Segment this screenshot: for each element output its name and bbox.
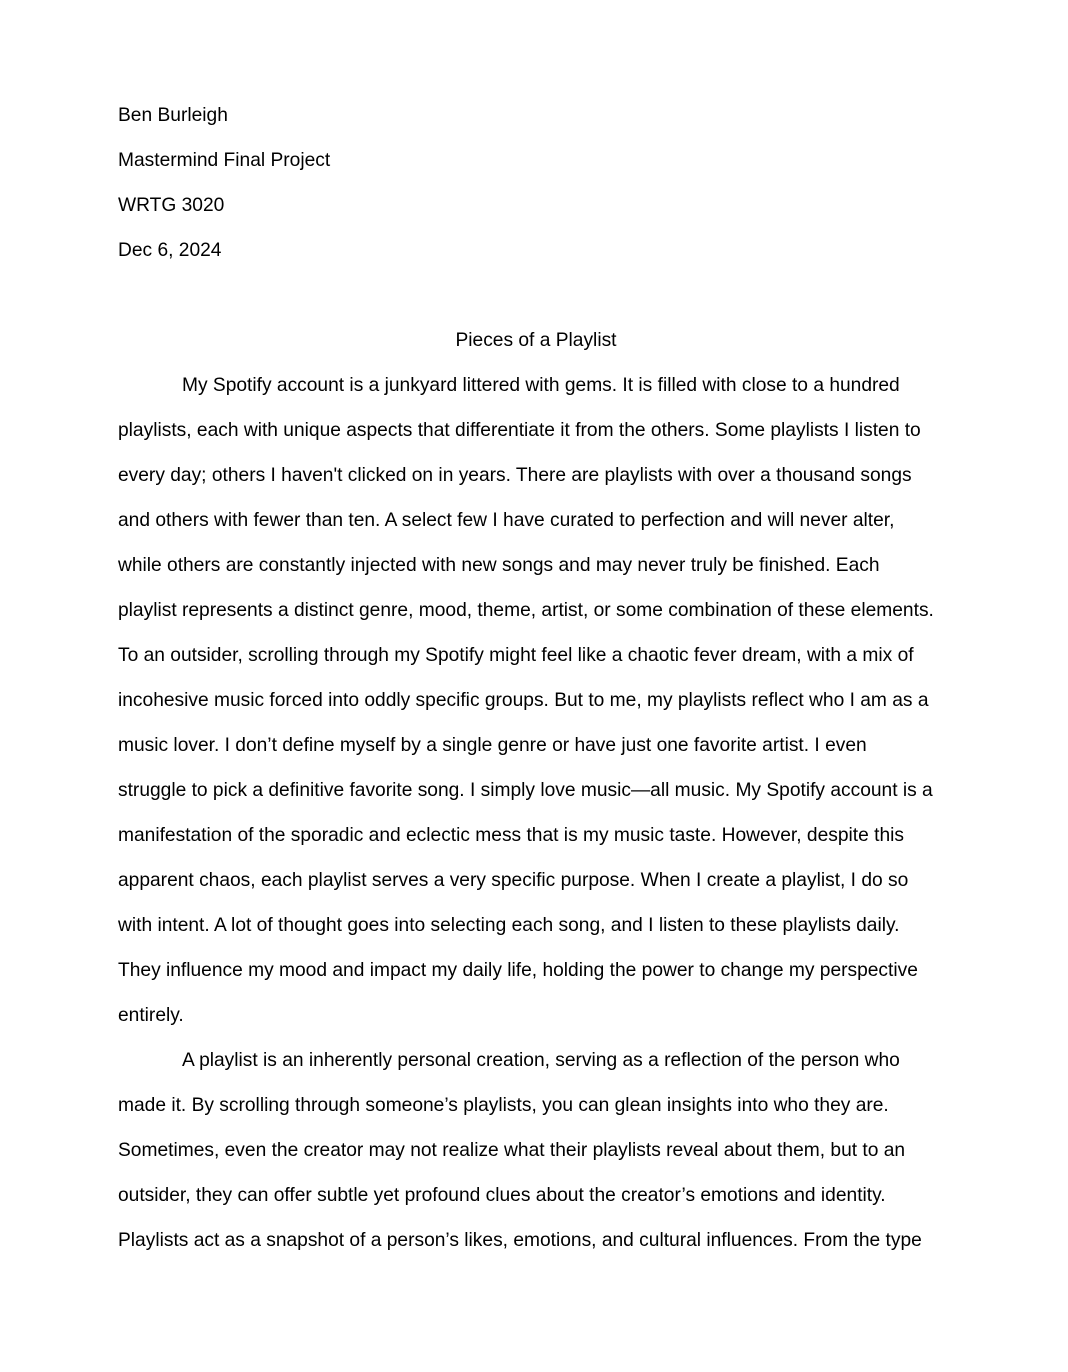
- author-name: Ben Burleigh: [118, 105, 228, 126]
- paragraph-line: and others with fewer than ten. A select few I have curated to perfection and will never alter,: [118, 510, 895, 531]
- paragraph-line: Sometimes, even the creator may not realize what their playlists reveal about them, but to an: [118, 1140, 906, 1161]
- paragraph-line: outsider, they can offer subtle yet profound clues about the creator’s emotions and identity.: [118, 1185, 886, 1206]
- paragraph-line: struggle to pick a definitive favorite song. I simply love music—all music. My Spotify account is a: [118, 780, 933, 801]
- paragraph-line: incohesive music forced into oddly specific groups. But to me, my playlists reflect who I am as a: [118, 690, 929, 711]
- paragraph-line: playlists, each with unique aspects that differentiate it from the others. Some playlists I listen to: [118, 420, 921, 441]
- paragraph-line: entirely.: [118, 1005, 184, 1026]
- paragraph-line: They influence my mood and impact my daily life, holding the power to change my perspective: [118, 960, 918, 981]
- paragraph-line: with intent. A lot of thought goes into selecting each song, and I listen to these playlists daily.: [118, 915, 900, 936]
- course-code: WRTG 3020: [118, 195, 225, 216]
- paragraph-line: made it. By scrolling through someone’s playlists, you can glean insights into who they are.: [118, 1095, 889, 1116]
- paragraph-line: manifestation of the sporadic and eclectic mess that is my music taste. However, despite this: [118, 825, 904, 846]
- paragraph-line: playlist represents a distinct genre, mood, theme, artist, or some combination of these elements.: [118, 600, 934, 621]
- paragraph-line: My Spotify account is a junkyard littered with gems. It is filled with close to a hundred: [182, 375, 900, 396]
- paragraph-2: [118, 1038, 954, 1263]
- paragraph-line: while others are constantly injected with new songs and may never truly be finished. Each: [118, 555, 880, 576]
- header-spacer: [118, 273, 954, 318]
- document-body: [118, 93, 954, 1263]
- paragraph-line: To an outsider, scrolling through my Spotify might feel like a chaotic fever dream, with a mix of: [118, 645, 914, 666]
- paragraph-line: every day; others I haven't clicked on in years. There are playlists with over a thousand songs: [118, 465, 912, 486]
- paragraph-1: [118, 363, 954, 1038]
- document-title: Pieces of a Playlist: [455, 330, 617, 351]
- paragraph-line: A playlist is an inherently personal creation, serving as a reflection of the person who: [182, 1050, 900, 1071]
- document-date: Dec 6, 2024: [118, 240, 222, 261]
- project-name: Mastermind Final Project: [118, 150, 331, 171]
- paragraph-line: Playlists act as a snapshot of a person’s likes, emotions, and cultural influences. From the type: [118, 1230, 922, 1251]
- paragraph-line: apparent chaos, each playlist serves a very specific purpose. When I create a playlist, I do so: [118, 870, 909, 891]
- paragraph-line: music lover. I don’t define myself by a single genre or have just one favorite artist. I even: [118, 735, 867, 756]
